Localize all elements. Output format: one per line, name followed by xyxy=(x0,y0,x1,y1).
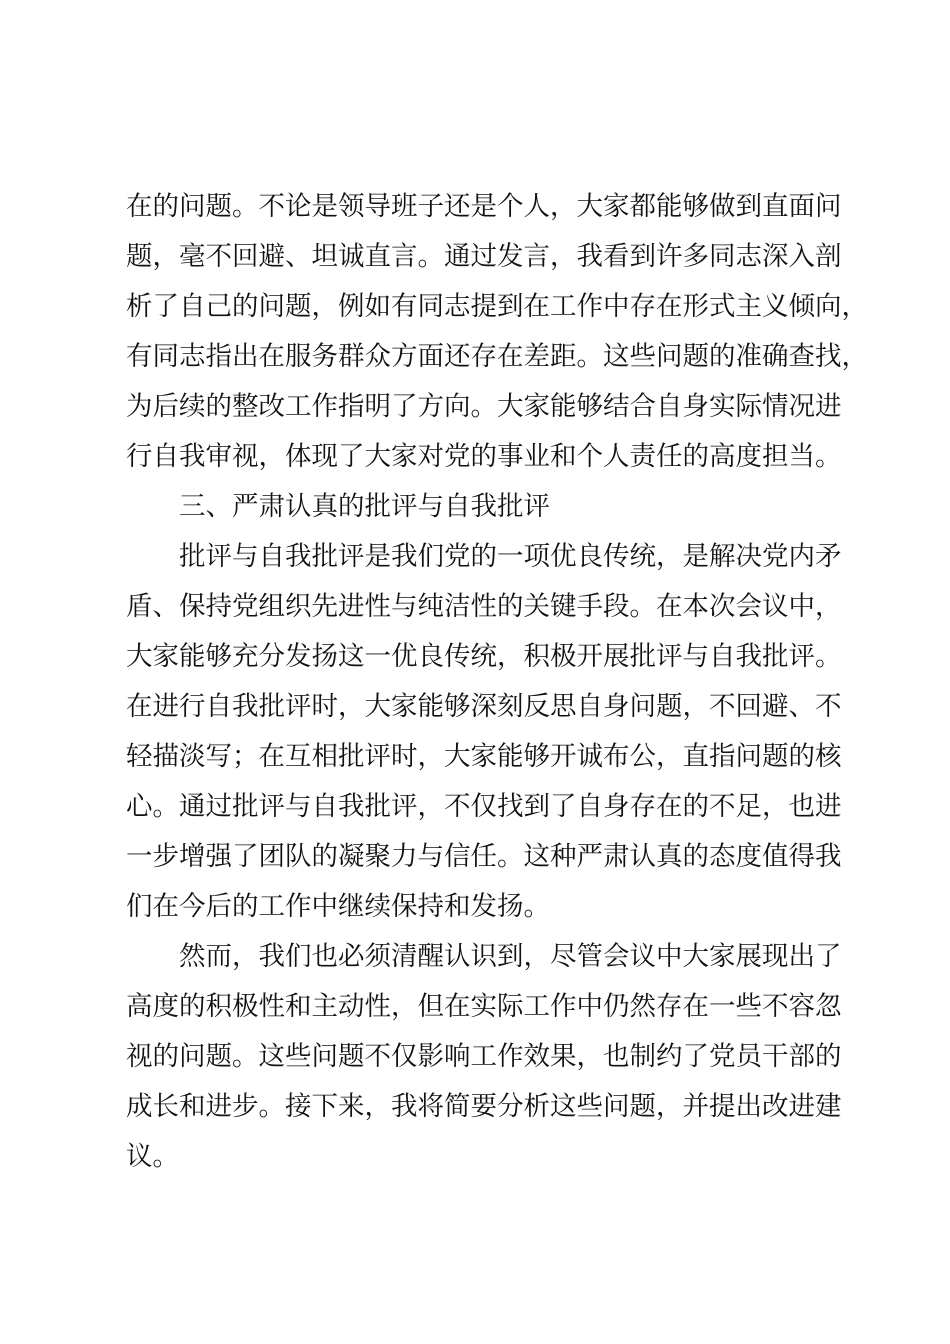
paragraph-2-line-7: 一步增强了团队的凝聚力与信任。这种严肃认真的态度值得我 xyxy=(126,841,842,872)
paragraph-2-line-2: 盾、保持党组织先进性与纯洁性的关键手段。在本次会议中， xyxy=(126,591,842,622)
paragraph-3-line-3: 视的问题。这些问题不仅影响工作效果，也制约了党员干部的 xyxy=(126,1041,842,1072)
document-body xyxy=(126,182,868,1182)
paragraph-2-line-5: 轻描淡写；在互相批评时，大家能够开诚布公，直指问题的核 xyxy=(126,741,842,772)
paragraph-2-line-8: 们在今后的工作中继续保持和发扬。 xyxy=(126,891,550,922)
paragraph-1-line-6: 行自我审视，体现了大家对党的事业和个人责任的高度担当。 xyxy=(126,441,842,472)
paragraph-1-line-1: 在的问题。不论是领导班子还是个人，大家都能够做到直面问 xyxy=(126,191,842,222)
paragraph-2-line-4: 在进行自我批评时，大家能够深刻反思自身问题，不回避、不 xyxy=(126,691,842,722)
section-heading: 三、严肃认真的批评与自我批评 xyxy=(179,491,550,522)
paragraph-1-line-3: 析了自己的问题，例如有同志提到在工作中存在形式主义倾向， xyxy=(126,291,868,322)
paragraph-2-line-3: 大家能够充分发扬这一优良传统，积极开展批评与自我批评。 xyxy=(126,641,842,672)
paragraph-1-line-5: 为后续的整改工作指明了方向。大家能够结合自身实际情况进 xyxy=(126,391,842,422)
paragraph-3-line-5: 议。 xyxy=(126,1141,179,1172)
paragraph-2-line-1: 批评与自我批评是我们党的一项优良传统，是解决党内矛 xyxy=(179,541,842,572)
paragraph-2-line-6: 心。通过批评与自我批评，不仅找到了自身存在的不足，也进 xyxy=(126,791,842,822)
paragraph-3-line-1: 然而，我们也必须清醒认识到，尽管会议中大家展现出了 xyxy=(179,941,842,972)
paragraph-3-line-4: 成长和进步。接下来，我将简要分析这些问题，并提出改进建 xyxy=(126,1091,842,1122)
paragraph-3-line-2: 高度的积极性和主动性，但在实际工作中仍然存在一些不容忽 xyxy=(126,991,842,1022)
paragraph-1-line-2: 题，毫不回避、坦诚直言。通过发言，我看到许多同志深入剖 xyxy=(126,241,842,272)
paragraph-1-line-4: 有同志指出在服务群众方面还存在差距。这些问题的准确查找， xyxy=(126,341,868,372)
